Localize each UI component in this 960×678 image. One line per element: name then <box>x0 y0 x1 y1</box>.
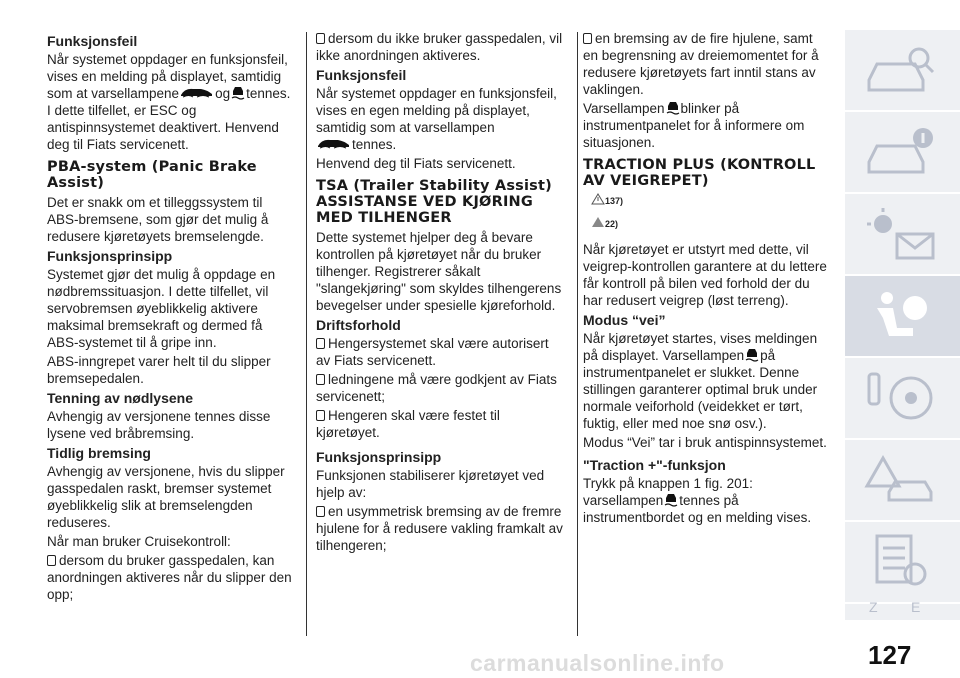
list-item: en bremsing av de fire hjulene, samt en begrensning av dreiemomentet for å redusere kjøretøyets fart inntil stans av vaklingen. <box>583 31 819 97</box>
paragraph: Modus “Vei” tar i bruk antispinnsystemet. <box>583 435 827 450</box>
skidding-car-warning-icon <box>316 137 352 149</box>
car-search-icon <box>863 42 941 98</box>
chapter-sidebar <box>845 30 960 620</box>
traction-indicator-icon <box>744 347 760 362</box>
checklist-icon <box>863 534 941 590</box>
alphabet-index-icon <box>863 598 941 614</box>
heading-funksjonsprinsipp: Funksjonsprinsipp <box>47 248 173 264</box>
heading-funksjonsprinsipp: Funksjonsprinsipp <box>316 449 442 465</box>
column-2 <box>316 30 564 556</box>
paragraph: Henvend deg til Fiats servicenett. <box>316 156 516 171</box>
list-item: Hengersystemet skal være autorisert av Fiats servicenett. <box>316 336 549 368</box>
svg-text:Z: Z <box>869 599 878 614</box>
list-item: ledningene må være godkjent av Fiats servicenett; <box>316 372 557 404</box>
paragraph: Når man bruker Cruisekontroll: <box>47 534 231 549</box>
tab-dashboard[interactable] <box>845 112 960 194</box>
tab-index[interactable] <box>845 599 960 620</box>
heading-funksjonsfeil: Funksjonsfeil <box>47 33 138 49</box>
caution-triangle-icon <box>591 216 605 228</box>
heading-pba-system: PBA-system (Panic Brake Assist) <box>47 159 257 191</box>
tab-car-overview[interactable] <box>845 30 960 112</box>
esc-off-icon <box>230 85 246 100</box>
heading-modus-vei: Modus “vei” <box>583 312 666 328</box>
paragraph: Trykk på knappen 1 fig. 201: varsellampen tennes på instrumentbordet og en melding vises. <box>583 476 812 525</box>
paragraph: Når systemet oppdager en funksjonsfeil, vises en egen melding på displayet, samtidig som at varsellampen tennes. <box>316 86 557 152</box>
heading-traction-plus-funksjon: "Traction +"-funksjon <box>583 457 726 473</box>
bullet-square-icon <box>316 338 325 349</box>
column-divider <box>306 32 307 636</box>
list-item: Hengeren skal være festet til kjøretøyet. <box>316 408 500 440</box>
tab-emergency[interactable] <box>845 440 960 522</box>
bullet-square-icon <box>47 555 56 566</box>
svg-text:E: E <box>911 599 921 614</box>
heading-tsa: TSA (Trailer Stability Assist) ASSISTANSE VED KJØRING MED TILHENGER <box>316 178 552 226</box>
paragraph: ABS-inngrepet varer helt til du slipper bremsepedalen. <box>47 354 271 386</box>
column-3 <box>583 30 831 528</box>
paragraph: Varsellampen blinker på instrumentpanelet for å informere om situasjonen. <box>583 101 805 150</box>
column-1 <box>47 30 295 605</box>
page-number: 127 <box>868 640 912 670</box>
paragraph: Funksjonen stabiliserer kjøretøyet ved hjelp av: <box>316 468 545 500</box>
tab-warning-lights[interactable] <box>845 194 960 276</box>
bullet-square-icon <box>583 33 592 44</box>
bullet-square-icon <box>316 506 325 517</box>
tab-safety[interactable] <box>845 276 960 358</box>
tab-starting-driving[interactable] <box>845 358 960 440</box>
paragraph: Systemet gjør det mulig å oppdage en nødbremssituasjon. I dette tilfellet, vil servobremsen øyeblikkelig aktivere maksimal bremsekraft og dermed få ABS-systemet til å gripe inn. <box>47 267 276 350</box>
list-item: dersom du ikke bruker gasspedalen, vil ikke anordningen aktiveres. <box>316 31 563 63</box>
skidding-car-warning-icon <box>179 86 215 98</box>
tab-maintenance[interactable] <box>845 522 960 604</box>
bullet-square-icon <box>316 33 325 44</box>
traction-indicator-icon <box>663 492 679 507</box>
paragraph: Når systemet oppdager en funksjonsfeil, vises en melding på displayet, samtidig som at varsellampene og tennes. I dette tilfellet, er ESC og antispinnsystemet deaktivert. Henvend deg til Fiats servicenett. <box>47 52 291 152</box>
bullet-square-icon <box>316 410 325 421</box>
bullet-square-icon <box>316 374 325 385</box>
esc-off-icon <box>665 100 681 115</box>
paragraph: Avhengig av versjonene, hvis du slipper gasspedalen raskt, bremser systemet øyeblikkelig slik at bremselengden reduseres. <box>47 464 285 530</box>
heading-tidlig-bremsing: Tidlig bremsing <box>47 445 151 461</box>
paragraph: Det er snakk om et tilleggssystem til ABS-bremsene, som gjør det mulig å redusere kjøretøyets bremselengde. <box>47 195 269 244</box>
paragraph: Dette systemet hjelper deg å bevare kontrollen på kjøretøyet når du bruker tilhenger. Registrerer såkalt "slangekjøring" som skyldes tilhengerens bevegelser under spesielle kjøreforhold. <box>316 230 562 313</box>
heading-traction-plus: TRACTION PLUS (KONTROLL AV VEIGREPET) <box>583 157 816 189</box>
heading-funksjonsfeil: Funksjonsfeil <box>316 67 407 83</box>
airbag-seat-icon <box>863 288 941 344</box>
light-message-icon <box>863 206 941 262</box>
warning-triangle-icon <box>591 193 605 205</box>
car-info-icon <box>863 124 941 180</box>
warning-ref-22: 22) <box>583 216 831 233</box>
list-item: en usymmetrisk bremsing av de fremre hjulene for å redusere vakling framkalt av tilhengeren; <box>316 504 563 553</box>
watermark: carmanualsonline.info <box>470 650 725 676</box>
heading-tenning-av-nodlysene: Tenning av nødlysene <box>47 390 193 406</box>
paragraph: Når kjøretøyet startes, vises meldingen på displayet. Varsellampen på instrumentpanelet er slukket. Denne stillingen garanterer optimal bruk under normale veiforhold (veidekket er tørt, fuktig, eller med noe snø osv.). <box>583 331 818 431</box>
column-divider <box>577 32 578 636</box>
warning-car-icon <box>863 452 941 508</box>
steering-key-icon <box>863 370 941 426</box>
paragraph: Avhengig av versjonene tennes disse lysene ved bråbremsing. <box>47 409 271 441</box>
paragraph: Når kjøretøyet er utstyrt med dette, vil veigrep-kontrollen garantere at du lettere får kontroll på bilen ved forhold der du har redusert veigrep (løst terreng). <box>583 242 827 308</box>
list-item: dersom du bruker gasspedalen, kan anordningen aktiveres når du slipper den opp; <box>47 553 292 602</box>
heading-driftsforhold: Driftsforhold <box>316 317 401 333</box>
warning-ref-137: 137) <box>583 193 831 210</box>
